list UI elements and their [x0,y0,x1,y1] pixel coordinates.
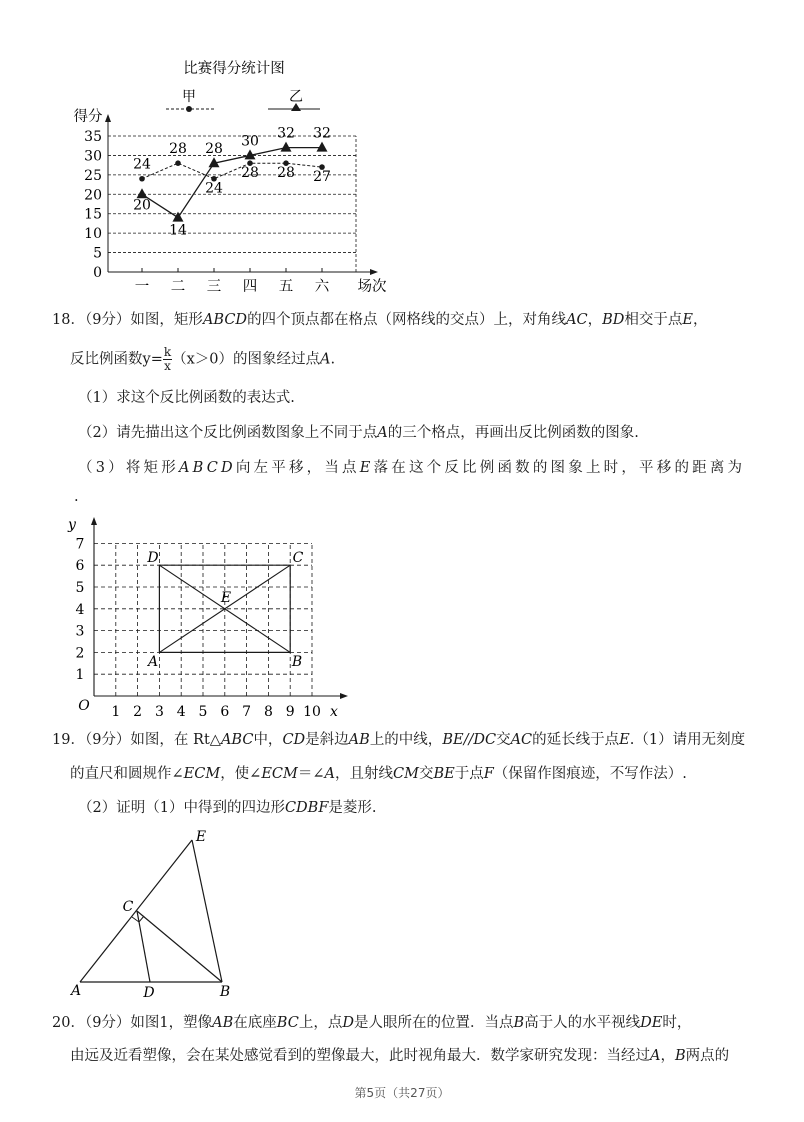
grid-y-tick: 2 [75,645,85,662]
data-label-jia: 24 [133,156,151,173]
y-tick-label: 25 [84,167,102,184]
series-line-jia [142,163,322,182]
grid-y-tick: 6 [75,558,85,575]
data-label-yi: 30 [241,133,259,150]
data-label-jia: 24 [205,180,223,197]
data-label-yi: 20 [133,197,151,214]
data-label-jia: 27 [313,169,331,186]
grid-y-tick: 7 [75,536,85,553]
grid-x-tick: 5 [198,704,208,720]
q18-part3-tail: . [74,489,79,505]
data-point-yi [281,142,292,152]
q19-line1: 19．（9分）如图，在 Rt△ABC中，CD是斜边AB上的中线，BE//DC交AC的延长线于点E.（1）请用无刻度 [52,732,746,748]
x-tick-label: 一 [134,279,150,295]
q18-part1: （1）求这个反比例函数的表达式. [78,390,295,406]
grid-origin-label: O [78,698,90,714]
q18-line1: 18．（9分）如图，矩形ABCD的四个顶点都在格点（网格线的交点）上，对角线AC，BD相交于点E， [52,312,708,328]
data-point-jia [139,176,145,182]
y-tick-label: 5 [93,245,102,262]
chart-title: 比赛得分统计图 [183,61,285,77]
y-tick-label: 35 [84,129,102,145]
data-label-yi: 14 [169,222,187,239]
y-axis-label: 得分 [73,109,103,125]
y-tick-label: 30 [84,148,102,165]
y-tick-label: 20 [84,187,102,204]
score-line-chart [0,0,804,300]
grid-x-arrow [340,693,348,699]
grid-x-tick: 8 [263,704,273,720]
x-tick-label: 四 [242,279,258,295]
legend-a-marker [186,106,192,112]
data-point-jia [175,160,181,166]
q20-line1: 20．（9分）如图1，塑像AB在底座BC上，点D是人眼所在的位置．当点B高于人的水平视线DE时， [52,1015,692,1031]
grid-y-label: y [68,517,76,533]
y-tick-label: 15 [84,206,102,223]
q19-part2: （2）证明（1）中得到的四边形CDBF是菱形. [78,800,377,816]
q18-part3: （3）将矩形ABCD向左平移，当点E落在这个反比例函数的图象上时，平移的距离为 [78,460,746,476]
chart-y-axis-arrow [105,114,111,122]
grid-x-tick: 3 [154,704,164,720]
x-tick-label: 五 [278,279,294,295]
data-point-yi [173,212,184,222]
point-label-E: E [220,590,232,606]
x-tick-label: 三 [206,279,222,295]
grid-y-arrow [91,517,97,525]
data-label-yi: 32 [277,125,295,142]
y-tick-label: 10 [84,226,102,243]
tri-label-D: D [143,985,155,1001]
grid-y-tick: 1 [75,667,85,684]
point-label-C: C [292,550,304,566]
grid-x-tick: 7 [242,704,252,720]
tri-label-E: E [195,829,207,845]
grid-x-label: x [330,704,338,720]
q20-line2: 由远及近看塑像，会在某处感觉看到的塑像最大，此时视角最大．数学家研究发现：当经过A，B两点的 [70,1048,730,1064]
grid-x-tick: 4 [176,704,186,720]
x-tick-label: 二 [170,279,186,295]
data-label-jia: 28 [277,165,295,182]
tri-label-A: A [70,983,82,999]
grid-y-tick: 3 [75,623,85,640]
tri-label-B: B [219,984,231,1000]
chart-x-axis-arrow [370,269,378,275]
x-tick-label: 六 [314,279,330,295]
q19-line2: 的直尺和圆规作∠ECM，使∠ECM＝∠A，且射线CM交BE于点F（保留作图痕迹，不写作法）. [70,766,687,782]
tri-label-C: C [122,899,134,915]
coordinate-grid-figure [60,515,360,725]
point-label-A: A [147,654,159,670]
data-label-yi: 28 [205,141,223,158]
data-label-jia: 28 [241,165,259,182]
grid-x-tick: 2 [133,704,143,720]
data-label-jia: 28 [169,141,187,158]
legend-b-label: 乙 [289,89,303,105]
x-axis-label: 场次 [357,279,387,295]
data-point-yi [317,142,328,152]
grid-y-tick: 4 [75,601,85,618]
grid-x-tick: 6 [220,704,230,720]
q18-line2: 反比例函数y= $\frac{k}{x}$ （x＞0）的图象经过点A. [70,345,336,373]
q18-part2: （2）请先描出这个反比例函数图象上不同于点A的三个格点，再画出反比例函数的图象. [78,425,639,441]
page-footer: 第5页（共27页） [354,1086,450,1100]
grid-x-tick: 1 [111,704,121,720]
series-line-yi [142,148,322,218]
point-label-B: B [291,654,303,670]
y-tick-label: 0 [93,265,102,281]
data-label-yi: 32 [313,125,331,142]
grid-y-tick: 5 [75,580,85,596]
point-label-D: D [147,550,159,566]
triangle-figure [60,825,260,1005]
grid-x-tick: 10 [303,704,321,720]
legend-a-label: 甲 [182,89,196,105]
segment-AE [80,840,192,982]
fraction-k-over-x: $\frac{k}{x}$ [163,345,172,373]
grid-x-tick: 9 [285,704,295,720]
